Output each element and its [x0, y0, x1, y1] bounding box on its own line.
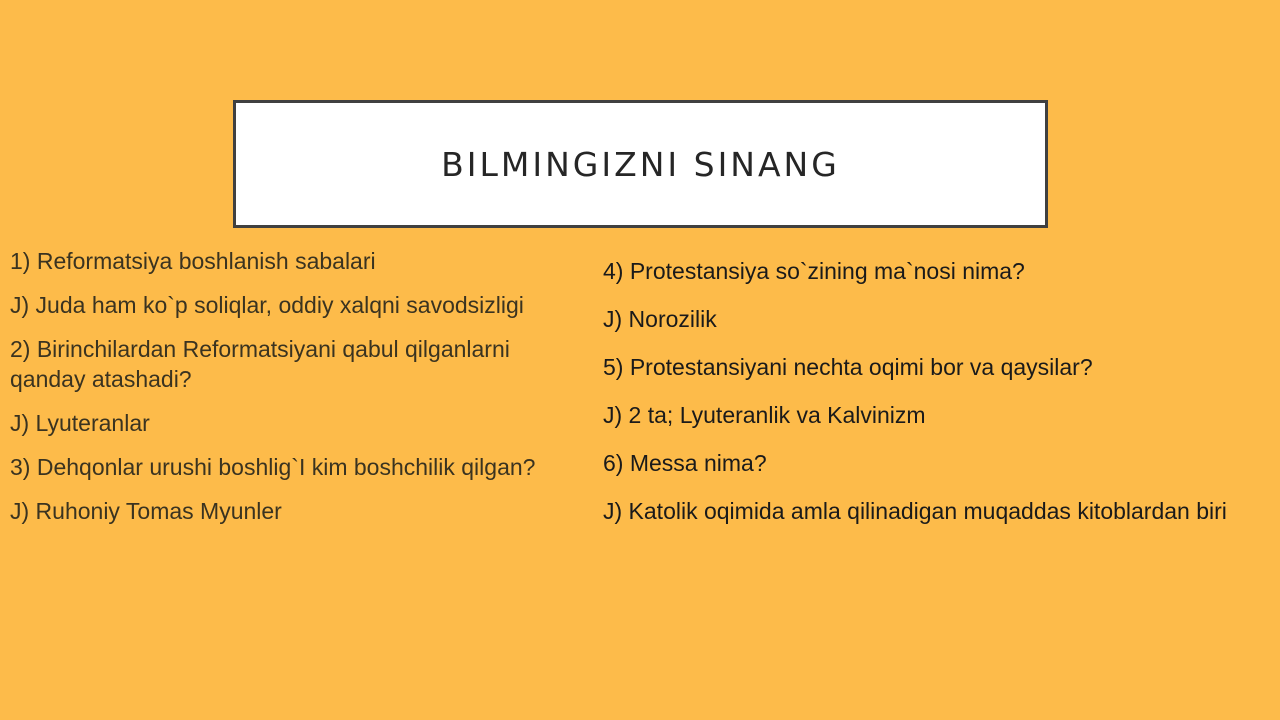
right-question-column	[603, 256, 1273, 544]
left-question-column	[10, 246, 585, 540]
answer-2: J) Lyuteranlar	[10, 410, 150, 436]
answer-6: J) Katolik oqimida amla qilinadigan muqaddas kitoblardan biri	[603, 498, 1227, 524]
question-5: 5) Protestansiyani nechta oqimi bor va qaysilar?	[603, 354, 1093, 380]
question-3: 3) Dehqonlar urushi boshlig`I kim boshchilik qilgan?	[10, 454, 536, 480]
question-1: 1) Reformatsiya boshlanish sabalari	[10, 248, 376, 274]
question-4: 4) Protestansiya so`zining ma`nosi nima?	[603, 258, 1025, 284]
title-box	[233, 100, 1048, 228]
slide-title: BILMINGIZNI SINANG	[441, 144, 840, 184]
answer-3: J) Ruhoniy Tomas Myunler	[10, 498, 282, 524]
answer-1: J) Juda ham ko`p soliqlar, oddiy xalqni savodsizligi	[10, 292, 524, 318]
answer-4: J) Norozilik	[603, 306, 717, 332]
question-6: 6) Messa nima?	[603, 450, 767, 476]
question-2: 2) Birinchilardan Reformatsiyani qabul qilganlarni qanday atashadi?	[10, 336, 510, 392]
answer-5: J) 2 ta; Lyuteranlik va Kalvinizm	[603, 402, 926, 428]
